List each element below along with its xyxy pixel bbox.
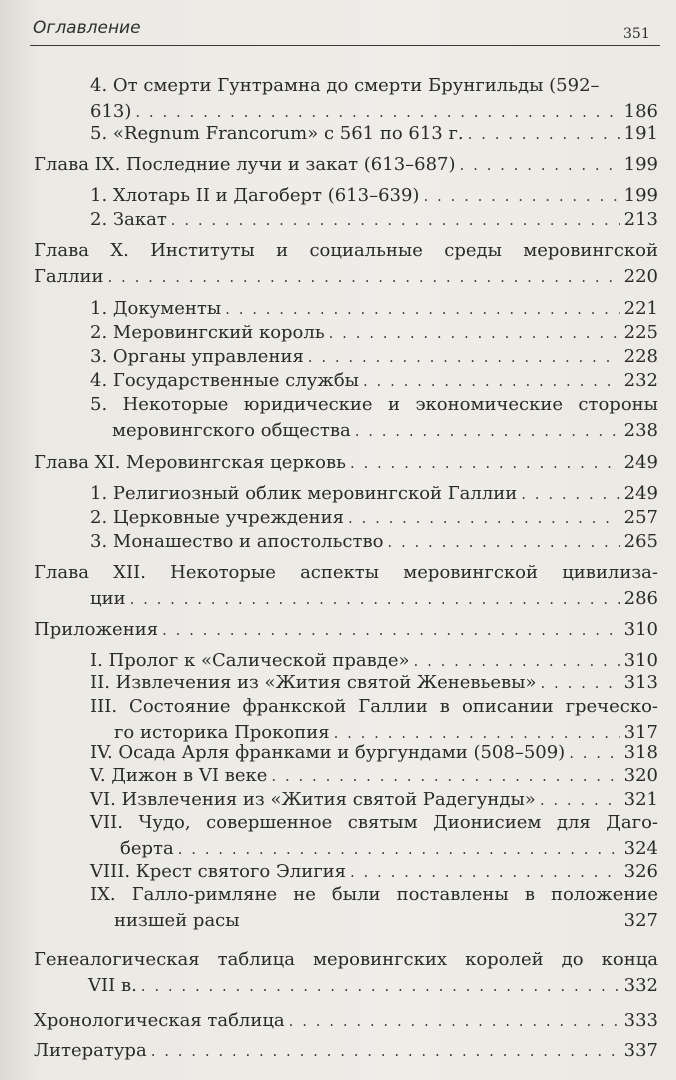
toc-entry [90,344,658,370]
dot-leader [468,121,620,147]
toc-chapter [34,238,658,290]
toc-entry [90,763,658,789]
toc-entry-title: I. Пролог к «Салической правде» [90,650,410,671]
dot-leader [329,320,620,346]
toc-entry [90,296,658,322]
toc-entry-title: 2. Закат [90,209,167,230]
toc-chapter [34,152,658,178]
toc-entry-page: 238 [623,420,658,441]
toc-entry-title: 1. Документы [90,298,222,319]
toc-section [34,617,658,643]
toc-entry [90,121,658,147]
toc-entry-page: 186 [623,101,658,122]
toc-entry [90,73,658,125]
toc-entry-page: 326 [623,861,658,882]
toc-entry-page: 199 [623,185,658,206]
dot-leader [289,1008,620,1034]
toc-entry-title: 2. Меровингский король [90,322,325,343]
toc-section-title: Литература [34,1040,147,1061]
toc-entry-title: 4. От смерти Гунтрамна до смерти Брунгильды (592– [90,75,600,96]
dot-leader [271,763,619,789]
toc-entry-title: 5. Некоторые юридические и экономические стороны [90,394,658,415]
dot-leader [348,505,620,531]
toc-entry-title: VIII. Крест святого Элигия [90,861,346,882]
dot-leader [130,586,620,612]
toc-entry-title: VI. Извлечения из «Жития святой Радегунды» [90,789,536,810]
toc-chapter-title: Глава XI. Меровингская церковь [34,452,346,473]
toc-entry-title: 2. Церковные учреждения [90,507,344,528]
dot-leader [308,344,620,370]
toc-entry-title: 1. Хлотарь II и Дагоберт (613–639) [90,185,420,206]
dot-leader [350,450,620,476]
page-number: 351 [623,26,650,42]
toc-entry-title: II. Извлечения из «Жития святой Женевьевы» [90,672,537,693]
toc-entry-page: 257 [623,507,658,528]
toc-entry-page: 191 [623,123,658,144]
toc-entry-page: 225 [623,322,658,343]
toc-entry-page: 199 [623,154,658,175]
toc-section [34,1038,658,1064]
dot-leader [387,529,619,555]
toc-chapter-title: Глава IX. Последние лучи и закат (613–687) [34,154,456,175]
toc-entry [90,320,658,346]
toc-entry [90,207,658,233]
toc-entry-page: 313 [623,672,658,693]
toc-chapter-title: Глава X. Институты и социальные среды меровингской [34,240,658,261]
toc-chapter-title: Глава XII. Некоторые аспекты меровингской цивилиза- [34,562,658,583]
toc-entry-page: 321 [623,789,658,810]
toc-entry-page: 317 [623,722,658,743]
toc-entry-title: IX. Галло-римляне не были поставлены в положение [90,884,658,905]
dot-leader [521,481,619,507]
toc-entry-page: 286 [623,588,658,609]
dot-leader [541,670,620,696]
toc-entry [90,392,658,444]
toc-entry [90,529,658,555]
dot-leader [141,973,620,999]
toc-entry-title: 1. Религиозный облик меровингской Галлии [90,483,518,504]
toc-entry-page: 318 [623,742,658,763]
toc-entry-title: IV. Осада Арля франками и бургундами (508–509) [90,742,566,763]
dot-leader [151,1038,620,1064]
toc-entry-continuation: ции [90,588,126,609]
toc-entry-continuation: низшей расы [114,910,240,931]
dot-leader [355,418,620,444]
toc-entry-page: 310 [623,650,658,671]
dot-leader [171,207,620,233]
toc-entry [90,810,658,862]
toc-entry-continuation: меровингского общества [112,420,351,441]
toc-chapter [34,560,658,612]
toc-entry-page: 220 [623,266,658,287]
dot-leader [423,183,619,209]
toc-entry-title: 5. «Regnum Francorum» с 561 по 613 г. [90,123,464,144]
toc-entry-page: 232 [623,370,658,391]
toc-entry-page: 333 [623,1010,658,1031]
toc-entry-continuation: VII в. [88,975,137,996]
toc-section [34,947,658,999]
toc-entry-page: 310 [623,619,658,640]
dot-leader [162,617,620,643]
toc-entry-title: 3. Монашество и апостольство [90,531,384,552]
toc-entry-page: 320 [623,765,658,786]
toc-section-title: Приложения [34,619,159,640]
toc-entry-title: 3. Органы управления [90,346,304,367]
running-head-title: Оглавление [33,18,141,38]
dot-leader [460,152,620,178]
toc-entry [90,368,658,394]
toc-entry [90,505,658,531]
toc-section [34,1008,658,1034]
toc-entry-continuation: берта [120,838,174,859]
toc-entry-page: 228 [623,346,658,367]
toc-entry [90,481,658,507]
dot-leader [108,264,620,290]
toc-entry [90,183,658,209]
toc-entry-title: III. Состояние франкской Галлии в описании греческо- [90,696,658,717]
toc-entry-continuation: 613) [90,101,132,122]
toc-entry-continuation: Галлии [34,266,104,287]
toc-entry-page: 265 [623,531,658,552]
toc-entry-page: 249 [623,452,658,473]
toc-section-title: Хронологическая таблица [34,1010,285,1031]
toc-entry-page: 327 [623,910,658,931]
toc-entry-page: 249 [623,483,658,504]
toc-entry-continuation: го историка Прокопия [114,722,330,743]
toc-chapter [34,450,658,476]
toc-entry-title: 4. Государственные службы [90,370,360,391]
toc-entry-title: V. Дижон в VI веке [90,765,268,786]
toc-entry [90,670,658,696]
toc-entry-title: VII. Чудо, совершенное святым Дионисием для Даго- [90,812,658,833]
toc-entry-page: 337 [623,1040,658,1061]
dot-leader [225,296,619,322]
toc-entry-page: 213 [623,209,658,230]
toc-entry [90,694,658,746]
toc-entry-page: 332 [623,975,658,996]
toc-entry-page: 221 [623,298,658,319]
dot-leader [363,368,620,394]
toc-entry-page: 324 [623,838,658,859]
toc-entry [90,882,658,934]
toc-section-title: Генеалогическая таблица меровингских королей до конца [34,949,658,970]
